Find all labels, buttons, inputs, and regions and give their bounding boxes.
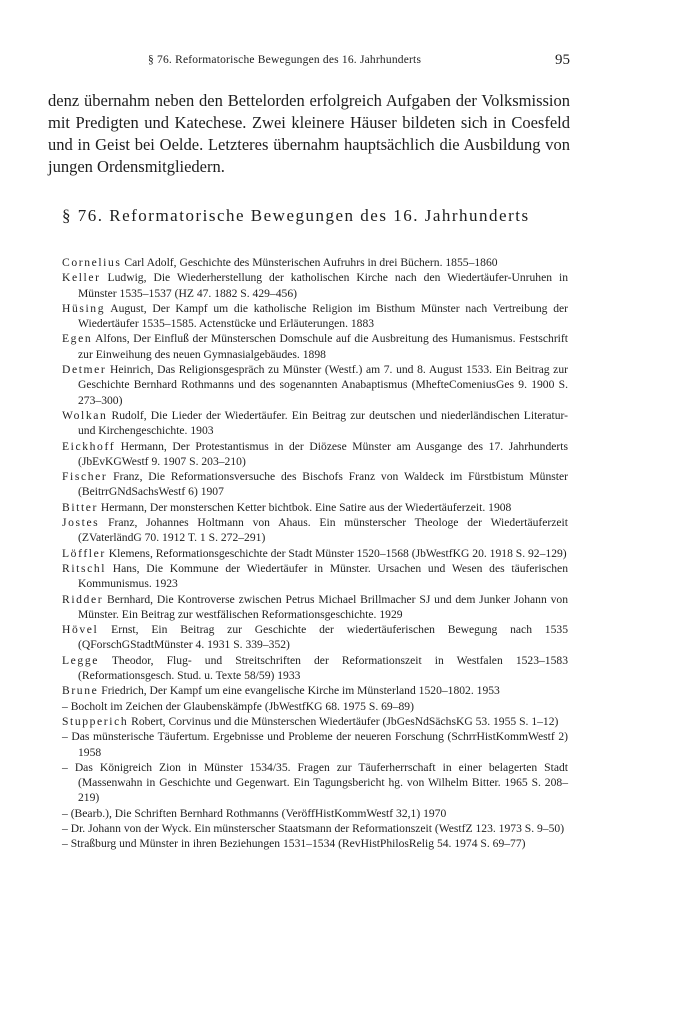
bibliography-entry <box>62 714 568 729</box>
bibliography-entry <box>62 683 568 698</box>
bibliography-text: Ludwig, Die Wiederherstellung der katholischen Kirche nach den Wiedertäufer-Unruhen in Münster 1535–1537 (HZ 47. 1882 S. 429–456) <box>78 271 568 300</box>
bibliography-text: Klemens, Reformationsgeschichte der Stadt Münster 1520–1568 (JbWestfKG 20. 1918 S. 92–129) <box>105 546 567 560</box>
bibliography-entry <box>62 821 568 836</box>
bibliography-author: Detmer <box>62 363 107 377</box>
bibliography-author: Brune <box>62 684 99 698</box>
bibliography-text: Robert, Corvinus und die Münsterschen Wiedertäufer (JbGesNdSächsKG 53. 1955 S. 1–12) <box>128 714 559 728</box>
running-title: § 76. Reformatorische Bewegungen des 16. Jahrhunderts <box>148 54 422 66</box>
bibliography-text: – (Bearb.), Die Schriften Bernhard Rothmanns (VeröffHistKommWestf 32,1) 1970 <box>62 806 447 820</box>
bibliography-entry <box>62 362 568 408</box>
bibliography-entry <box>62 331 568 362</box>
bibliography-text: Rudolf, Die Lieder der Wiedertäufer. Ein Beitrag zur deutschen und niederländischen Literatur- und Kirchengeschichte. 1903 <box>78 408 568 438</box>
bibliography-entry <box>62 729 568 760</box>
bibliography-author: Löffler <box>62 546 106 560</box>
bibliography-entry <box>62 622 568 653</box>
bibliography-text: – Bocholt im Zeichen der Glaubenskämpfe (JbWestfKG 68. 1975 S. 69–89) <box>62 699 414 713</box>
bibliography-entry <box>62 500 568 515</box>
bibliography-entry <box>62 255 568 270</box>
bibliography-text: Friedrich, Der Kampf um eine evangelische Kirche im Münsterland 1520–1802. 1953 <box>98 684 500 698</box>
bibliography-text: Franz, Die Reformationsversuche des Bischofs Franz von Waldeck im Fürstbistum Münster (BeitrrGNdSachsWestf 6) 1907 <box>78 470 568 499</box>
intro-paragraph: denz übernahm neben den Bettelorden erfolgreich Aufgaben der Volksmission mit Predigten und Katechese. Zwei kleinere Häuser bildeten sich in Coesfeld und in Geist bei Oelde. Letzteres übernahm hauptsächlich die Ausbildung von jungen Ordensmitgliedern. <box>48 91 570 176</box>
bibliography-text: Alfons, Der Einfluß der Münsterschen Domschule auf die Ausbreitung des Humanismus. Festschrift zur Einweihung des neuen Gymnasialgebäudes. 1898 <box>78 332 568 361</box>
bibliography-entry <box>62 653 568 684</box>
bibliography-entry <box>62 806 568 821</box>
bibliography-author: Wolkan <box>62 408 108 422</box>
bibliography-text: – Das Königreich Zion in Münster 1534/35. Fragen zur Täuferherrschaft in einer belagerten Stadt (Massenwahn in Geschichte und Gegenwart. Ein Tagungsbericht hg. von Wilhelm Bitter. 1965 S. 208–219) <box>62 760 568 805</box>
bibliography-entry <box>62 301 568 332</box>
bibliography-author: Bitter <box>62 500 99 514</box>
bibliography-text: August, Der Kampf um die katholische Religion im Bisthum Münster nach Vertreibung der Wiedertäufer 1535–1585. Actenstücke und Erläuterungen. 1883 <box>78 301 568 331</box>
bibliography-text: Franz, Johannes Holtmann von Ahaus. Ein münsterscher Theologe der Wiedertäuferzeit (ZVaterländG 70. 1912 T. 1 S. 272–291) <box>78 516 568 545</box>
bibliography-text: Hans, Die Kommune der Wiedertäufer in Münster. Ursachen und Wesen des täuferischen Kommunismus. 1923 <box>78 561 568 591</box>
bibliography-entry <box>62 760 568 806</box>
bibliography-entry <box>62 699 568 714</box>
bibliography-author: Keller <box>62 271 101 285</box>
section-heading: § 76. Reformatorische Bewegungen des 16. Jahrhunderts <box>62 206 530 225</box>
bibliography-entry <box>62 408 568 439</box>
bibliography-entry <box>62 836 568 851</box>
bibliography-author: Eickhoff <box>62 439 116 453</box>
bibliography-entry <box>62 515 568 546</box>
bibliography-entry <box>62 469 568 500</box>
bibliography-author: Ridder <box>62 592 104 606</box>
bibliography-entry <box>62 439 568 470</box>
bibliography-text: – Straßburg und Münster in ihren Beziehungen 1531–1534 (RevHistPhilosRelig 54. 1974 S. 69–77) <box>62 837 526 851</box>
page-number: 95 <box>555 52 570 68</box>
bibliography-text: Carl Adolf, Geschichte des Münsterischen Aufruhrs in drei Büchern. 1855–1860 <box>121 256 498 269</box>
bibliography-entry <box>62 561 568 592</box>
bibliography-author: Fischer <box>62 470 108 484</box>
bibliography-entry <box>62 270 568 301</box>
bibliography-author: Ritschl <box>62 561 107 575</box>
bibliography-author: Hüsing <box>62 301 106 315</box>
bibliography-author: Cornelius <box>62 256 122 269</box>
bibliography-text: – Das münsterische Täufertum. Ergebnisse und Probleme der neueren Forschung (SchrrHistKommWestf 2) 1958 <box>62 730 568 759</box>
bibliography-text: Heinrich, Das Religionsgespräch zu Münster (Westf.) am 7. und 8. August 1533. Ein Beitrag zur Geschichte Bernhard Rothmanns und des sogenannten Anabaptismus (MhefteComeniusGes 9. 1900 S. 273–300) <box>78 363 568 407</box>
bibliography-text: Hermann, Der Protestantismus in der Diözese Münster am Ausgange des 17. Jahrhunderts (JbEvKGWestf 9. 1907 S. 203–210) <box>78 439 568 468</box>
bibliography-author: Legge <box>62 653 99 667</box>
bibliography-entry <box>62 592 568 623</box>
bibliography-text: Bernhard, Die Kontroverse zwischen Petrus Michael Brillmacher SJ und dem Junker Johann von Münster. Ein Beitrag zur westfälischen Reformationsgeschichte. 1929 <box>78 592 568 621</box>
bibliography-text: Hermann, Der monsterschen Ketter bichtbok. Eine Satire aus der Wiedertäuferzeit. 1908 <box>98 500 512 514</box>
bibliography-list <box>62 255 568 852</box>
bibliography-text: Ernst, Ein Beitrag zur Geschichte der wiedertäuferischen Bewegung nach 1535 (QForschGStadtMünster 4. 1931 S. 339–352) <box>78 623 568 652</box>
bibliography-author: Hövel <box>62 623 99 637</box>
bibliography-entry <box>62 546 568 561</box>
bibliography-text: – Dr. Johann von der Wyck. Ein münsterscher Staatsmann der Reformationszeit (WestfZ 123. 1973 S. 9–50) <box>62 821 565 835</box>
bibliography-text: Theodor, Flug- und Streitschriften der Reformationszeit in Westfalen 1523–1583 (Reformationsgesch. Stud. u. Texte 58/59) 1933 <box>78 653 568 683</box>
bibliography-author: Jostes <box>62 516 100 530</box>
bibliography-author: Egen <box>62 332 93 346</box>
bibliography-author: Stupperich <box>62 714 129 728</box>
running-head <box>48 52 570 70</box>
